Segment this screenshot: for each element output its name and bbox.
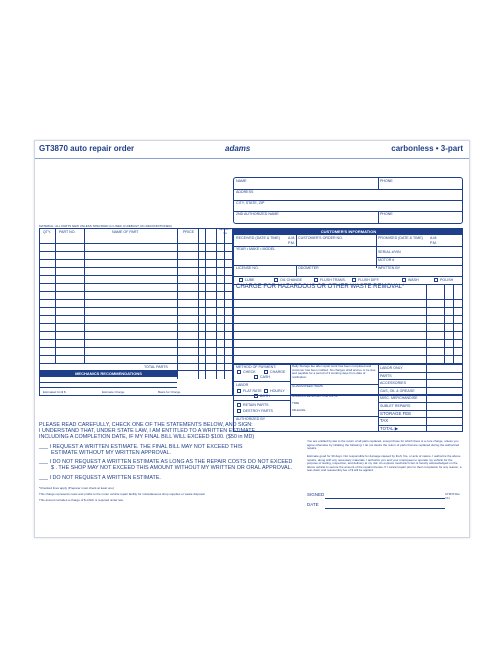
opt1-line-a[interactable]: ___ I REQUEST A WRITTEN ESTIMATE. THE FINAL BILL MAY NOT EXCEED THIS [39,444,243,450]
statement-line-3: INCLUDING A COMPLETION DATE, IF MY FINAL BILL WILL EXCEED $100. ($50 in MD) [39,434,255,440]
pm-label: P.M. [288,241,295,245]
check-label: CHECK [243,370,256,374]
service-checkbox-2[interactable] [314,278,318,282]
parts-row-line [40,355,233,356]
service-checkbox-1[interactable] [274,278,278,282]
repair-order-form [34,140,470,538]
cash-label: CASH [260,375,270,379]
time-label: TIME [292,401,300,405]
parts-row-line [40,307,233,308]
info-row-line [234,299,463,300]
parts-row-line [40,243,233,244]
parts-row-line [40,315,233,316]
parts-row-line [40,291,233,292]
opt3-line[interactable]: ___ I DO NOT REQUEST A WRITTEN ESTIMATE. [39,475,161,481]
motor-label: MOTOR # [378,258,395,262]
total-parts-label: TOTAL PARTS [144,365,168,369]
col-partno: PART NO. [59,230,76,234]
totals-row-line [378,410,463,411]
received-label: RECEIVED (DATE & TIME) [236,236,280,240]
col-name: NAME OF PART [112,230,139,234]
parts-row-line [40,267,233,268]
parts-row-line [40,347,233,348]
totals-label-3: GAS, OIL & GREASE [380,388,415,393]
parts-row-line [40,331,233,332]
serial-label: SERIAL #/VIN [378,250,401,254]
name-label: NAME [236,179,247,183]
license-label: LICENSE NO. [236,266,259,270]
totals-row-line [378,394,463,395]
charge-label: CHARGE [270,370,286,374]
opt1-line-b: ESTIMATE WITHOUT MY WRITTEN APPROVAL. [51,450,171,456]
payment-box [233,363,463,432]
destroy-label: DESTROY PARTS [243,409,273,413]
basis-label: Basis for Charge [158,390,181,394]
promised-label: PROMISED (DATE & TIME) [378,236,423,240]
service-checkbox-4[interactable] [402,278,406,282]
totals-label-5: SUBLET REPAIRS [380,404,411,408]
parts-row-line [40,275,233,276]
opt2-line-b: $ . THE SHOP MAY NOT EXCEED THIS AMOUNT WITHOUT MY WRITTEN OR ORAL APPROVAL. [51,465,293,471]
totals-label-7: TAX [380,418,389,424]
statement-line-2: I UNDERSTAND THAT, UNDER STATE LAW, I AM ENTITLED TO A WRITTEN ESTIMATE [39,428,256,434]
parts-row-line [40,299,233,300]
material-note: MATERIAL: ALL PARTS NEW UNLESS SPECIFIED (U-USED, R-REBUILT, RC-RECONDITIONED) [39,224,172,228]
totals-label-8: TOTAL ▶ [380,425,399,431]
guaranteed-items: GUARANTEED ITEMS [292,384,323,388]
footnote-1: *Checked lines apply (Preparer must check at least one) [39,486,114,490]
hourly-label: HOURLY [270,389,285,393]
estimate-charge-label: Estimate Charge [102,390,125,394]
parts-row-line [40,259,233,260]
col-qty: QTY. [43,230,51,234]
info-row-line [234,339,463,340]
labor-label: LABOR [236,383,249,387]
totals-row-line [378,379,463,380]
totals-label-0: LABOR ONLY [380,366,403,370]
info-row-line [234,315,463,316]
legal-text-2: Estimate good for 30 days. Not responsible for damage caused by theft, fire, or acts of nature. I authorize the above repairs, along with any necessary materials. I authorize you and your employees to operate my vehicle for the purpose of testing, inspection, and delivery at my risk. An express mechanic's lien is hereby acknowledged on the above vehicle to secure the amount of the repairs thereto. If I cancel repair prior to their completion for any reason, a tear-down and reassembly fee of $ will be applied. [307,454,462,473]
service-label-4: WASH [408,278,419,282]
storage-note: Daily Storage fee after repair work has been completed and customer has been notified. No charges shall accrue or be due and payable for a period of 3 working days from date of notification. [292,364,376,379]
form-title: GT3870 auto repair order [39,144,135,153]
service-label-0: LUBE [245,278,255,282]
totals-label-4: MISC. MERCHANDISE [380,396,418,401]
date-label: DATE [307,502,319,507]
both-label: BOTH [260,394,270,398]
totals-row-line [378,372,463,373]
opt2-line-a[interactable]: ___ I DO NOT REQUEST A WRITTEN ESTIMATE AS LONG AS THE REPAIR COSTS DO NOT EXCEED [39,459,293,465]
address-label: ADDRESS [236,190,254,194]
form-header [35,141,469,159]
parts-row-line [40,251,233,252]
adams-logo: adams [225,144,251,153]
second-contact-label: 2ND AUTHORIZED NAME [236,212,279,216]
odometer-label: ODOMETER [298,266,319,270]
info-row-line [234,355,463,356]
customer-info-heading: CUSTOMER'S INFORMATION [234,229,463,235]
retain-label: RETAIN PARTS [243,403,269,407]
customer-address-box [233,177,463,224]
city-label: CITY, STATE, ZIP [236,201,265,205]
service-label-1: OIL CHANGE [280,278,303,282]
info-row-line [234,307,463,308]
mileage-label: MILEAGE [292,408,306,412]
service-checkbox-0[interactable] [239,278,243,282]
hazard-label: CHARGE FOR HAZARDOUS OR OTHER WASTE REMOVAL* [236,284,405,290]
authorized-label: AUTHORIZED BY [236,417,266,421]
totals-row-line [378,417,463,418]
parts-row-line [40,363,233,364]
payment-heading: METHOD OF PAYMENT: [236,365,276,369]
totals-row-line [378,425,463,426]
legal-text-1: You are entitled by law to the return of all parts replaced, except those for which there is a core charge, unless you agree otherwise by initialing the following: I do not desire the return of parts that are replaced during the authorized repairs. [307,439,460,451]
footnote-3: This amount includes a charge of $ which is required under law. [39,498,124,502]
service-checkbox-5[interactable] [434,278,438,282]
flat-rate-label: FLAT RATE [243,389,262,393]
am-label-2: A.M. [430,236,438,240]
phone2-label: PHONE [380,212,393,216]
parts-table [39,228,233,396]
guarantee-until: GUARANTEE EFFECTIVE UNTIL: [292,394,339,398]
service-label-2: FLUSH TRANS. [320,278,346,282]
totals-label-2: ACCESSORIES [380,381,406,386]
totals-row-line [378,387,463,388]
info-row-line [234,331,463,332]
col-price: PRICE [183,230,194,234]
service-checkbox-3[interactable] [352,278,356,282]
service-label-3: FLUSH DIFF. [358,278,380,282]
am-label: A.M. [288,236,296,240]
mechanics-row-line [40,387,177,388]
parts-row-line [40,339,233,340]
parts-row-line [40,283,233,284]
mechanics-row-line [40,382,177,383]
service-label-5: POLISH [440,278,454,282]
order-no-label: CUSTOMER'S ORDER NO. [298,236,343,240]
totals-row-line [378,402,463,403]
ymm-label: YEAR • MAKE • MODEL [236,247,276,251]
statement-line-1: PLEASE READ CAREFULLY, CHECK ONE OF THE STATEMENTS BELOW, AND SIGN: [39,422,253,428]
col-warranty: WARRANTY T/M [218,229,232,235]
signed-label: SIGNED [307,492,325,497]
footnote-2: This charge represents costs and profits to the motor vehicle repair facility for miscellaneous shop supplies or waste disposal. [39,492,206,496]
product-type: carbonless • 3-part [391,144,463,153]
totals-label-1: PARTS [380,373,392,378]
written-by-label: WRITTEN BY [378,266,401,270]
parts-row-line [40,323,233,324]
info-row-line [234,347,463,348]
info-row-line [234,323,463,324]
pm-label-2: P.M. [430,241,437,245]
footer-code: GT3870 Rev. 7/11 [445,493,461,500]
phone-label: PHONE [380,179,393,183]
totals-label-6: STORAGE FEE [380,410,412,416]
mechanics-bar: MECHANICS RECOMMENDATIONS [40,370,177,377]
estimated-until-label: Estimated Until $ [43,390,66,394]
